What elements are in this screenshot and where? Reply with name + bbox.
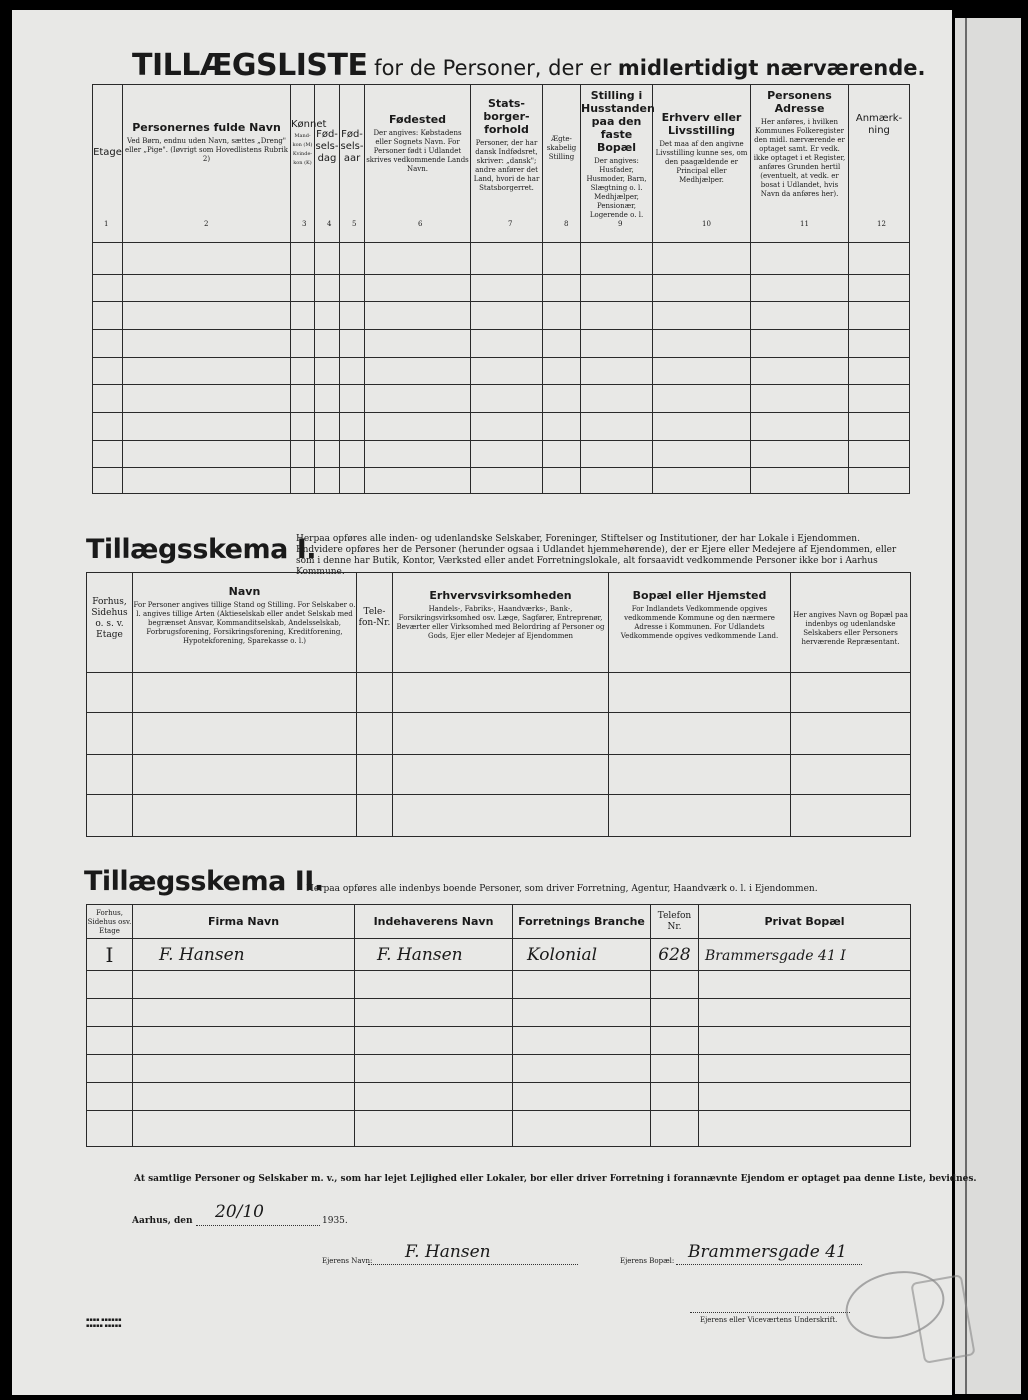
colnum-11: 11 — [800, 220, 809, 228]
col-citizenship: Stats-borger-forhold Personer, der har dansk Indfødsret, skriver: „dansk"; andre anfører det Land, hvori de har Statsborgerret. — [471, 85, 543, 243]
s2-col-etage: Forhus, Sidehus osv. Etage — [87, 905, 133, 939]
col-name: Personernes fulde Navn Ved Børn, endnu uden Navn, sættes „Dreng" eller „Pige". (Iøvrigt som Hovedlistens Rubrik 2) — [123, 85, 291, 243]
table-row — [87, 971, 911, 999]
schema1-table — [86, 572, 911, 837]
table-row — [93, 329, 910, 357]
col-birthplace: Fødested Der angives: Købstadens eller Sognets Navn. For Personer født i Udlandet skrives vedkommende Lands Navn. — [365, 85, 471, 243]
s2-col-owner: Indehaverens Navn — [355, 905, 513, 939]
year-label: 1935. — [322, 1216, 348, 1226]
printer-imprint: ▪▪▪▪ ▪▪▪▪▪▪ ▪▪▪▪▪ ▪▪▪▪▪ — [86, 1317, 122, 1329]
table-row — [93, 440, 910, 468]
city-label: Aarhus, den — [132, 1216, 193, 1226]
list-title — [132, 48, 926, 83]
table-row — [93, 357, 910, 385]
colnum-6: 6 — [418, 220, 423, 228]
s2-col-firm: Firma Navn — [133, 905, 355, 939]
colnum-10: 10 — [702, 220, 711, 228]
row1-etage: I — [105, 942, 114, 967]
table-row — [87, 1027, 911, 1055]
attestation-statement: At samtlige Personer og Selskaber m. v., som har lejet Lejlighed eller Lokaler, bor eller driver Forretning i forannævnte Ejendom er optaget paa denne Liste, bevidnes. — [134, 1174, 977, 1184]
owner-name-line — [368, 1264, 578, 1265]
title-mid: for de Personer, der er — [374, 56, 612, 80]
table-row — [93, 468, 910, 494]
s1-col-phone: Tele-fon-Nr. — [357, 573, 393, 673]
table-row — [87, 1083, 911, 1111]
colnum-7: 7 — [508, 220, 513, 228]
table-row — [87, 939, 911, 971]
signature-line — [690, 1312, 850, 1313]
owner-address-label: Ejerens Bopæl: — [620, 1257, 675, 1265]
title-end: midlertidigt nærværende. — [617, 56, 926, 80]
col-birthyear: Fød-sels-aar — [340, 85, 365, 243]
table-row — [93, 385, 910, 413]
date-handwritten: 20/10 — [215, 1202, 264, 1222]
s1-col-representative: Her angives Navn og Bopæl paa indenbys og udenlandske Selskabers eller Personers herværende Repræsentant. — [791, 573, 911, 673]
schema2-title: Tillægsskema II. — [84, 866, 324, 897]
schema1-description: Herpaa opføres alle inden- og udenlandske Selskaber, Foreninger, Stiftelser og Institutioner, der har Lokale i Ejendommen. Endvidere opføres her de Personer (herunder ogsaa i Udlandet hjemmehørende), der er Ejere eller Medejere af Ejendommen, eller som i denne har Butik, Kontor, Værksted eller andet Forretningslokale, alt forsaavidt vedkommende Personer ikke bor i Aarhus Kommune. — [296, 534, 897, 577]
col-etage: Etage — [93, 85, 123, 243]
s2-col-branch: Forretnings Branche — [513, 905, 651, 939]
row1-firm: F. Hansen — [159, 944, 245, 965]
table-row — [93, 413, 910, 441]
schema2-table — [86, 904, 911, 1147]
table-row — [93, 302, 910, 330]
s1-col-etage: Forhus, Sidehus o. s. v. Etage — [87, 573, 133, 673]
colnum-4: 4 — [327, 220, 332, 228]
col-occupation: Erhverv eller Livsstilling Det maa af den angivne Livsstilling kunne ses, om den paagældende er Principal eller Medhjælper. — [653, 85, 751, 243]
col-address: Personens Adresse Her anføres, i hvilken Kommunes Folkeregister den midl. nærværende er optaget samt. Er vedk. ikke optaget i et Register, anføres Grunden hertil (eventuelt, at vedk. er bosat i Udlandet, hvis Navn da anføres her). — [751, 85, 849, 243]
owner-address-handwritten: Brammersgade 41 — [688, 1242, 847, 1262]
col-gender: Kønnet Mand-kon (M) Kvinde-kon (K) — [291, 85, 315, 243]
colnum-2: 2 — [204, 220, 209, 228]
colnum-9: 9 — [618, 220, 623, 228]
colnum-3: 3 — [302, 220, 307, 228]
table-row — [93, 242, 910, 274]
s2-col-private-address: Privat Bopæl — [699, 905, 911, 939]
s1-col-name: Navn For Personer angives tillige Stand og Stilling. For Selskaber o. l. angives tillige Arten (Aktieselskab eller andet Selskab med begrænset Ansvar, Kommanditselskab, Andelsselskab, Forbrugsforening, Forsikringsforening, Kreditforening, Hypotekforening, Sparekasse o. l.) — [133, 573, 357, 673]
s1-col-residence: Bopæl eller Hjemsted For Indlandets Vedkommende opgives vedkommende Kommune og den nærmere Adresse i Kommunen. For Udlandets Vedkommende opgives vedkommende Land. — [609, 573, 791, 673]
s1-col-business: Erhvervsvirksomheden Handels-, Fabriks-, Haandværks-, Bank-, Forsikringsvirksomhed osv. Læge, Sagfører, Entreprenør, Beværter eller Virksomhed med Belordring af Personer og Gods, Ejer eller Medejer af Ejendommen — [393, 573, 609, 673]
owner-name-handwritten: F. Hansen — [405, 1242, 491, 1262]
col-remarks: Anmærk-ning — [849, 85, 910, 243]
col-household: Stilling i Husstanden paa den faste Bopæl Der angives: Husfader, Husmoder, Barn, Slægtning o. l. Medhjælper, Pensionær, Logerende o. l. — [581, 85, 653, 243]
table-row — [87, 1055, 911, 1083]
col-marital: Ægte-skabelig Stilling — [543, 85, 581, 243]
table-row — [87, 713, 911, 755]
main-list-table — [92, 84, 910, 494]
schema1-title: Tillægsskema I. — [86, 534, 317, 565]
owner-name-label: Ejerens Navn: — [322, 1257, 373, 1265]
table-row — [87, 673, 911, 713]
table-row — [87, 755, 911, 795]
s2-col-phone: Telefon Nr. — [651, 905, 699, 939]
adjacent-page-strip — [955, 18, 1021, 1394]
schema2-description: Herpaa opføres alle indenbys boende Personer, som driver Forretning, Agentur, Haandværk o. l. i Ejendommen. — [306, 884, 818, 894]
signature-label: Ejerens eller Viceværtens Underskrift. — [700, 1316, 838, 1324]
colnum-8: 8 — [564, 220, 569, 228]
row1-branch: Kolonial — [527, 944, 598, 965]
row1-phone: 628 — [658, 944, 691, 965]
row1-owner: F. Hansen — [377, 944, 463, 965]
colnum-5: 5 — [352, 220, 357, 228]
colnum-1: 1 — [104, 220, 109, 228]
owner-address-line — [676, 1264, 862, 1265]
table-row — [87, 1111, 911, 1147]
row1-address: Brammersgade 41 I — [705, 948, 846, 964]
title-main: TILLÆGSLISTE — [132, 48, 368, 83]
colnum-12: 12 — [877, 220, 886, 228]
col-birthday: Fød-sels-dag — [315, 85, 340, 243]
date-line — [196, 1225, 320, 1226]
table-row — [87, 795, 911, 837]
table-row — [87, 999, 911, 1027]
table-row — [93, 274, 910, 302]
